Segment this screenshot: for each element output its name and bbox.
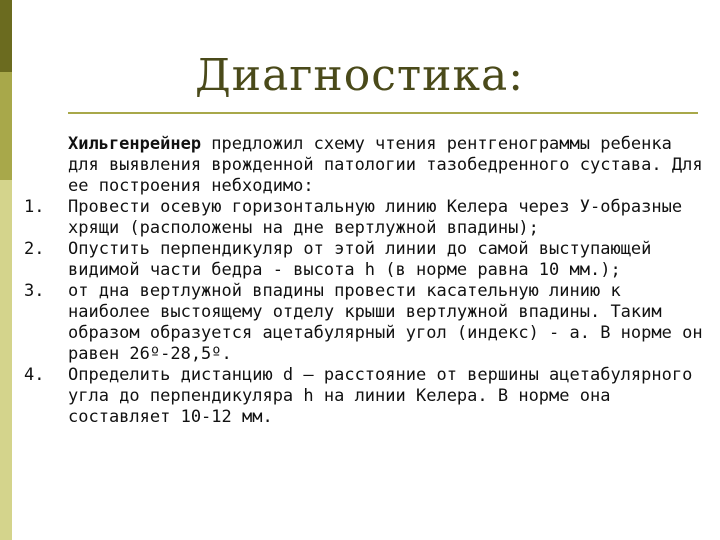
intro-text: предложил схему чтения рентгенограммы ребенка для выявления врожденной патологии тазобедренного сустава. Для ее построения небходимо:: [68, 134, 703, 196]
slide-title: Диагностика:: [195, 50, 525, 101]
title-underline: [68, 112, 698, 114]
list-item: [24, 365, 708, 428]
step-text: Опустить перпендикуляр от этой линии до самой выступающей видимой части бедра - высота h (в норме равна 10 мм.);: [68, 239, 652, 280]
list-item: [24, 197, 708, 239]
step-text: Определить дистанцию d – расстояние от вершины ацетабулярного угла до перпендикуляра h на линии Келера. В норме она составляет 10-12 мм.: [68, 365, 693, 427]
step-number: 1.: [24, 197, 45, 217]
sidebar-block-light: [0, 180, 12, 540]
list-item: [24, 281, 708, 365]
list-item: [24, 239, 708, 281]
intro-paragraph: [68, 134, 708, 197]
step-number: 2.: [24, 239, 45, 259]
step-number: 3.: [24, 281, 45, 301]
decorative-sidebar: [0, 0, 12, 540]
intro-author: Хильгенрейнер: [68, 134, 202, 154]
slide-body: [24, 134, 708, 428]
step-number: 4.: [24, 365, 45, 385]
sidebar-block-dark: [0, 0, 12, 72]
sidebar-block-mid: [0, 72, 12, 180]
step-text: от дна вертлужной впадины провести касательную линию к наиболее выстоящему отделу крыши вертлужной впадины. Таким образом образуется ацетабулярный угол (индекс) - a. В норме он равен 26º-28,5º.: [68, 281, 703, 364]
step-text: Провести осевую горизонтальную линию Келера через У-образные хрящи (расположены на дне вертлужной впадины);: [68, 197, 683, 238]
steps-list: [24, 197, 708, 428]
